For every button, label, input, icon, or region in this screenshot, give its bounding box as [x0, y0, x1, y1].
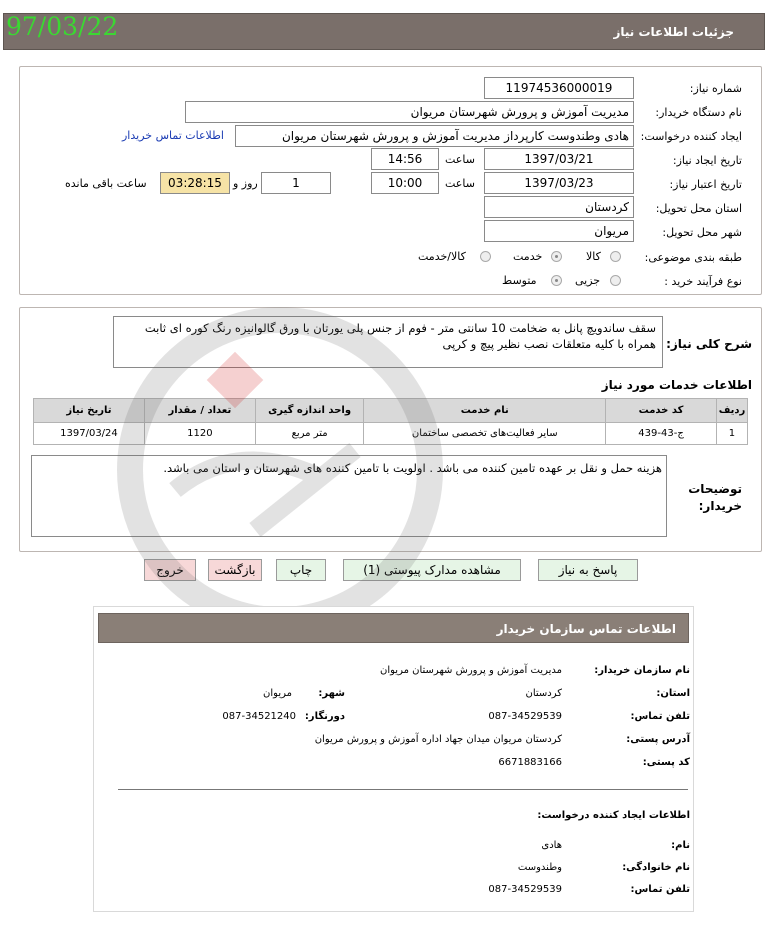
remaining-time-field: 03:28:15	[160, 172, 230, 194]
creator-phone-label: تلفن تماس:	[630, 884, 690, 895]
contact-fax-label: دورنگار:	[304, 711, 345, 722]
contact-fax-value: 087-34521240	[222, 711, 296, 722]
days-label: روز و	[233, 177, 258, 190]
city-label: شهر محل تحویل:	[662, 226, 742, 239]
services-header-row	[34, 399, 748, 423]
need-number-label: شماره نیاز:	[689, 82, 742, 95]
col-need-date: تاریخ نیاز	[34, 399, 145, 423]
contact-postal-value: 6671883166	[498, 757, 562, 768]
contact-divider	[118, 789, 688, 790]
process-radio-minor[interactable]	[610, 275, 621, 286]
buyer-contact-link[interactable]: اطلاعات تماس خریدار	[122, 129, 224, 142]
process-option-medium: متوسط	[502, 274, 537, 287]
days-field: 1	[261, 172, 331, 194]
category-radio-service[interactable]	[551, 251, 562, 262]
buyer-notes-text: هزینه حمل و نقل بر عهده تامین کننده می باشد . اولویت با تامین کننده های شهرستان و استان می باشد.	[163, 461, 662, 475]
creator-label: ایجاد کننده درخواست:	[640, 130, 742, 143]
creator-phone-value: 087-34529539	[488, 884, 562, 895]
print-button[interactable]: چاپ	[276, 559, 326, 581]
category-option-goods: کالا	[586, 250, 601, 263]
created-date-field: 1397/03/21	[484, 148, 634, 170]
description-line-2: همراه با کلیه متعلقات نصب نظیر پیچ و کرپی	[442, 337, 656, 351]
contact-phone-label: تلفن تماس:	[630, 711, 690, 722]
contact-city-label: شهر:	[318, 688, 345, 699]
remaining-label: ساعت باقی مانده	[65, 177, 147, 190]
page-title: جزئیات اطلاعات نیاز	[613, 25, 734, 39]
category-option-service: خدمت	[513, 250, 543, 263]
creator-name-value: هادی	[541, 840, 562, 851]
contact-address-value: کردستان مریوان میدان جهاد اداره آموزش و پرورش مریوان	[314, 734, 562, 745]
buyer-notes-label-2: خریدار:	[698, 499, 742, 513]
creator-name-label: نام:	[671, 840, 690, 851]
created-time-field: 14:56	[371, 148, 439, 170]
category-option-goods-service: کالا/خدمت	[418, 250, 466, 263]
creator-field: هادی وطندوست کارپرداز مدیریت آموزش و پرورش شهرستان مریوان	[235, 125, 634, 147]
valid-time-label: ساعت	[445, 177, 475, 190]
cell-quantity: 1120	[144, 423, 255, 445]
buyer-contact-title: اطلاعات تماس سازمان خریدار	[98, 613, 689, 643]
contact-province-value: کردستان	[525, 688, 562, 699]
reply-button[interactable]: پاسخ به نیاز	[538, 559, 638, 581]
creator-family-value: وطندوست	[517, 862, 562, 873]
buyer-notes-box	[31, 455, 667, 537]
contact-postal-label: کد پستی:	[642, 757, 690, 768]
cell-service-name: سایر فعالیت‌های تخصصی ساختمان	[364, 423, 606, 445]
created-time-label: ساعت	[445, 153, 475, 166]
valid-time-field: 10:00	[371, 172, 439, 194]
col-unit: واحد اندازه گیری	[255, 399, 364, 423]
table-row	[34, 423, 748, 445]
contact-address-label: آدرس پستی:	[626, 734, 690, 745]
description-line-1: سقف ساندویچ پانل به ضخامت 10 سانتی متر - فوم از جنس پلی یورتان با ورق گالوانیزه رنگ کوره ای ثابت	[144, 321, 656, 335]
col-service-code: کد خدمت	[606, 399, 717, 423]
process-radio-medium[interactable]	[551, 275, 562, 286]
description-label: شرح کلی نیاز:	[666, 337, 752, 351]
buyer-notes-label-1: توضیحات	[688, 482, 742, 496]
contact-org-label: نام سازمان خریدار:	[594, 665, 690, 676]
process-label: نوع فرآیند خرید :	[664, 275, 742, 288]
col-row-number: ردیف	[716, 399, 747, 423]
valid-date-field: 1397/03/23	[484, 172, 634, 194]
services-title: اطلاعات خدمات مورد نیاز	[601, 378, 752, 392]
attachments-button[interactable]: مشاهده مدارک پیوستی (1)	[343, 559, 521, 581]
back-button[interactable]: بازگشت	[208, 559, 262, 581]
contact-city-value: مریوان	[263, 688, 292, 699]
created-date-label: تاریخ ایجاد نیاز:	[672, 154, 742, 167]
category-radio-goods[interactable]	[610, 251, 621, 262]
creator-family-label: نام خانوادگی:	[622, 862, 690, 873]
contact-phone-value: 087-34529539	[488, 711, 562, 722]
col-service-name: نام خدمت	[364, 399, 606, 423]
category-label: طبقه بندی موضوعی:	[644, 251, 742, 264]
process-option-minor: جزیی	[575, 274, 601, 287]
valid-date-label: تاریخ اعتبار نیاز:	[669, 178, 742, 191]
city-field: مریوان	[484, 220, 634, 242]
category-radio-goods-service[interactable]	[480, 251, 491, 262]
buyer-org-label: نام دستگاه خریدار:	[655, 106, 742, 119]
contact-province-label: استان:	[656, 688, 690, 699]
description-box	[113, 316, 663, 368]
buyer-contact-box	[93, 606, 694, 912]
col-quantity: تعداد / مقدار	[144, 399, 255, 423]
date-stamp: 97/03/22	[6, 12, 119, 41]
province-label: استان محل تحویل:	[655, 202, 742, 215]
cell-need-date: 1397/03/24	[34, 423, 145, 445]
exit-button[interactable]: خروج	[144, 559, 196, 581]
contact-org-value: مدیریت آموزش و پرورش شهرستان مریوان	[380, 665, 562, 676]
province-field: کردستان	[484, 196, 634, 218]
services-table	[33, 398, 748, 445]
cell-service-code: ج-43-439	[606, 423, 717, 445]
cell-row-number: 1	[716, 423, 747, 445]
cell-unit: متر مربع	[255, 423, 364, 445]
buyer-org-field: مدیریت آموزش و پرورش شهرستان مریوان	[185, 101, 634, 123]
creator-info-title: اطلاعات ایجاد کننده درخواست:	[537, 810, 690, 821]
need-number-field: 11974536000019	[484, 77, 634, 99]
